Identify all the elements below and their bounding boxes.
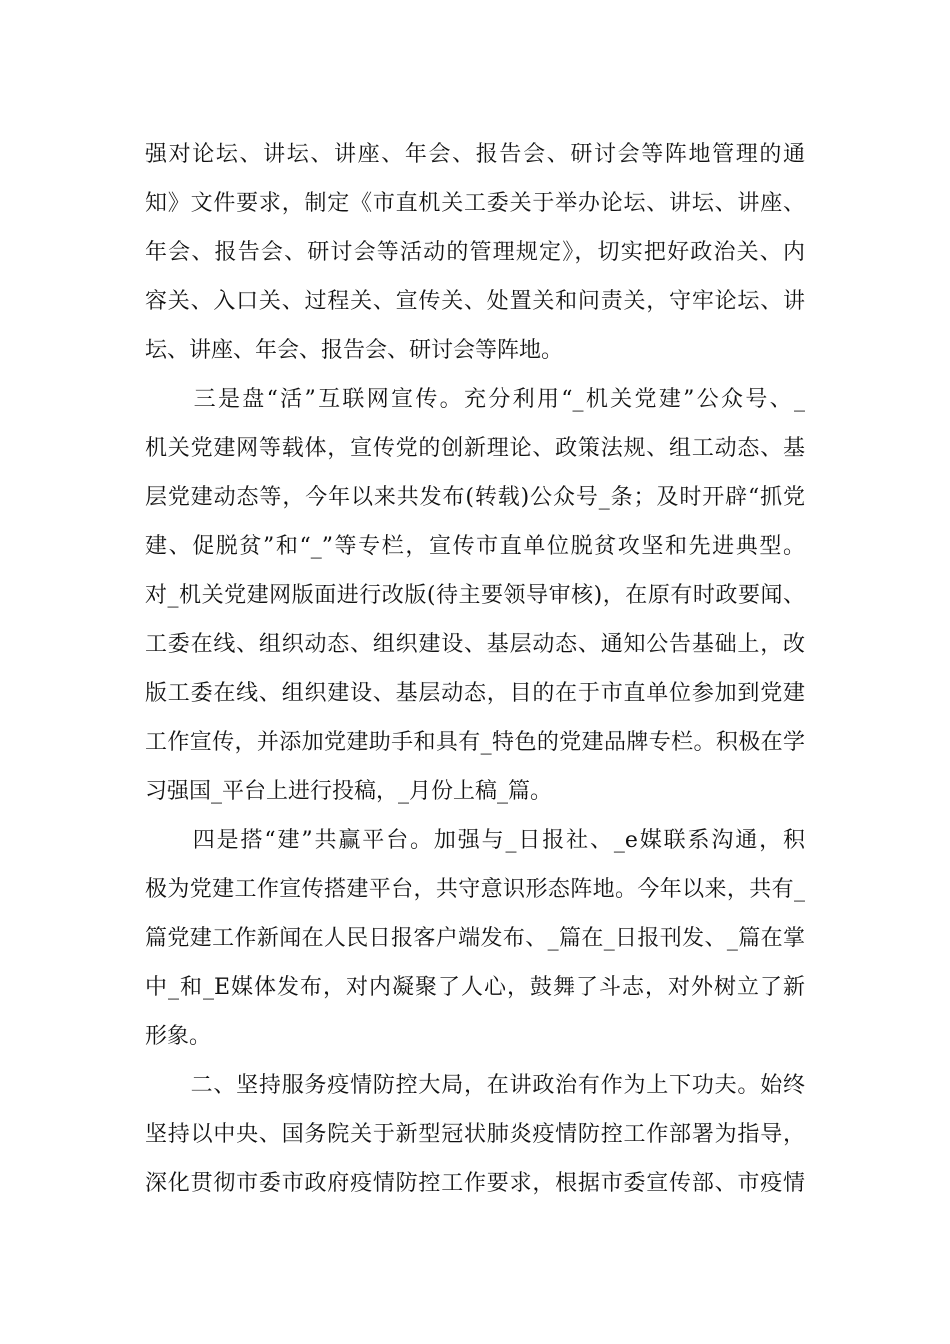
text-line: 深化贯彻市委市政府疫情防控工作要求，根据市委宣传部、市疫情 [145, 1171, 805, 1196]
text-line: 二、坚持服务疫情防控大局，在讲政治有作为上下功夫。始终 [145, 1073, 805, 1098]
text-line: 坚持以中央、国务院关于新型冠状肺炎疫情防控工作部署为指导， [145, 1122, 805, 1147]
text-line: 三是盘“活”互联网宣传。充分利用“_机关党建”公众号、_ [145, 387, 805, 412]
text-line: 习强国_平台上进行投稿，_月份上稿_篇。 [145, 779, 553, 804]
text-line: 中_和_E媒体发布，对内凝聚了人心，鼓舞了斗志，对外树立了新 [145, 975, 805, 1000]
text-line: 工委在线、组织动态、组织建设、基层动态、通知公告基础上，改 [145, 632, 805, 657]
text-line: 版工委在线、组织建设、基层动态，目的在于市直单位参加到党建 [145, 681, 805, 706]
text-line: 知》文件要求，制定《市直机关工委关于举办论坛、讲坛、讲座、 [145, 191, 805, 216]
text-line: 篇党建工作新闻在人民日报客户端发布、_篇在_日报刊发、_篇在掌 [145, 926, 805, 951]
text-line: 建、促脱贫”和“_”等专栏，宣传市直单位脱贫攻坚和先进典型。 [145, 534, 805, 559]
text-line: 容关、入口关、过程关、宣传关、处置关和问责关，守牢论坛、讲 [145, 289, 805, 314]
text-line: 工作宣传，并添加党建助手和具有_特色的党建品牌专栏。积极在学 [145, 730, 805, 755]
text-line: 形象。 [145, 1024, 212, 1049]
document-body [145, 130, 805, 1208]
text-line: 层党建动态等，今年以来共发布(转载)公众号_条；及时开辟“抓党 [145, 485, 805, 510]
text-line: 四是搭“建”共赢平台。加强与_日报社、_e媒联系沟通，积 [145, 828, 805, 853]
text-line: 坛、讲座、年会、报告会、研讨会等阵地。 [145, 338, 564, 363]
text-line: 极为党建工作宣传搭建平台，共守意识形态阵地。今年以来，共有_ [145, 877, 805, 902]
text-line: 强对论坛、讲坛、讲座、年会、报告会、研讨会等阵地管理的通 [145, 142, 805, 167]
text-line: 年会、报告会、研讨会等活动的管理规定》，切实把好政治关、内 [145, 240, 805, 265]
text-line: 机关党建网等载体，宣传党的创新理论、政策法规、组工动态、基 [145, 436, 805, 461]
text-line: 对_机关党建网版面进行改版(待主要领导审核)，在原有时政要闻、 [145, 583, 805, 608]
